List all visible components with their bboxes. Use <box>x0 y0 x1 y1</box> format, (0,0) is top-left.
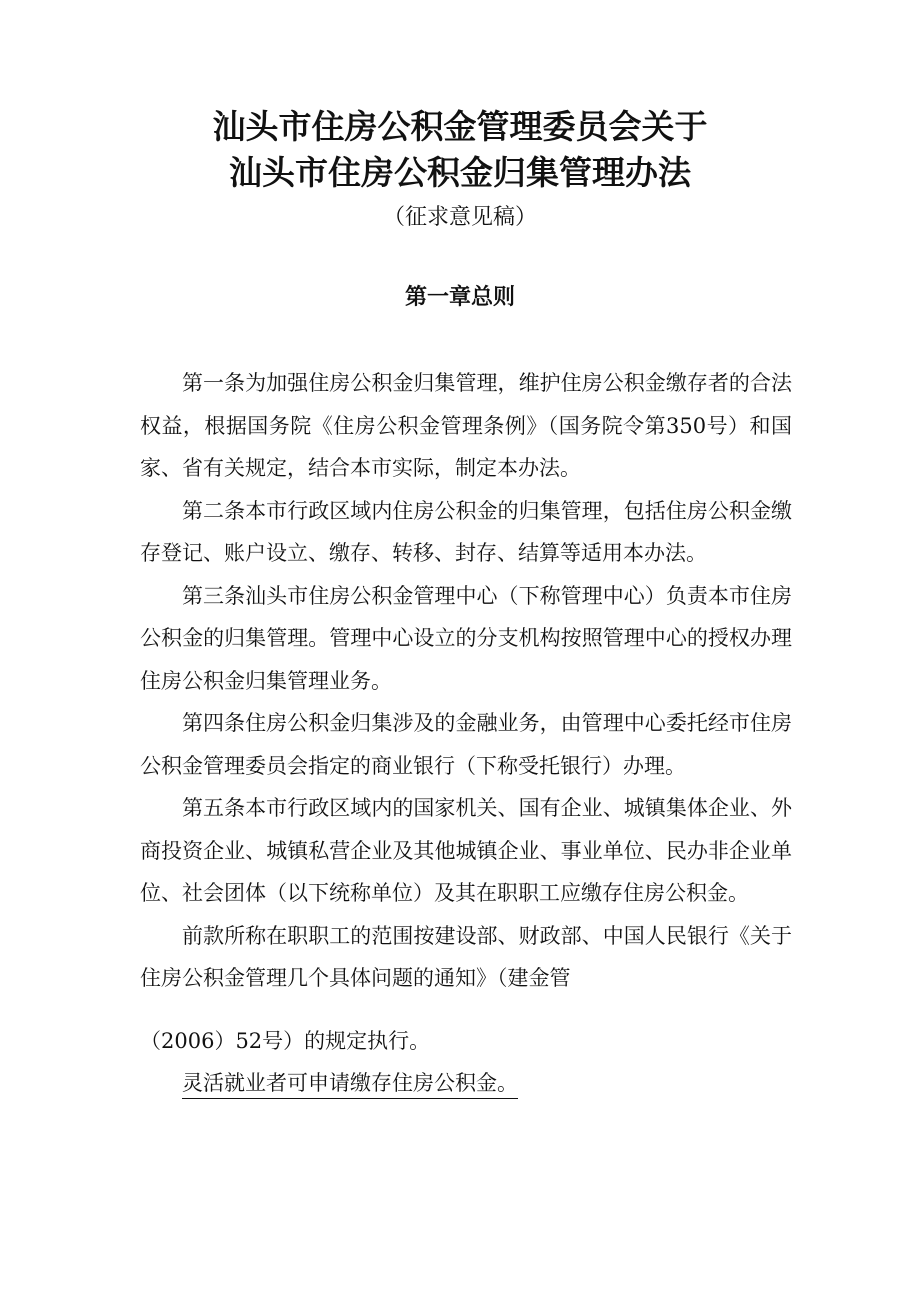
article-1: 第一条为加强住房公积金归集管理，维护住房公积金缴存者的合法权益，根据国务院《住房公积金管理条例》（国务院令第350号）和国家、省有关规定，结合本市实际，制定本办法。 <box>140 371 792 480</box>
flexible-workers-paragraph <box>140 1062 792 1105</box>
article-5-paragraph-2-continued: （2006）52号）的规定执行。 <box>140 1028 431 1053</box>
article-2: 第二条本市行政区域内住房公积金的归集管理，包括住房公积金缴存登记、账户设立、缴存、转移、封存、结算等适用本办法。 <box>140 498 792 565</box>
underlined-text: 灵活就业者可申请缴存住房公积金。 <box>182 1071 518 1099</box>
document-title-line-1: 汕头市住房公积金管理委员会关于 <box>212 107 708 146</box>
article-5-paragraph-2: 前款所称在职职工的范围按建设部、财政部、中国人民银行《关于住房公积金管理几个具体问题的通知》（建金管 <box>140 923 792 990</box>
document-title-line-2: 汕头市住房公积金归集管理办法 <box>229 153 691 192</box>
article-3: 第三条汕头市住房公积金管理中心（下称管理中心）负责本市住房公积金的归集管理。管理中心设立的分支机构按照管理中心的授权办理住房公积金归集管理业务。 <box>140 583 792 693</box>
article-4: 第四条住房公积金归集涉及的金融业务，由管理中心委托经市住房公积金管理委员会指定的商业银行（下称受托银行）办理。 <box>140 711 792 778</box>
article-5: 第五条本市行政区域内的国家机关、国有企业、城镇集体企业、外商投资企业、城镇私营企业及其他城镇企业、事业单位、民办非企业单位、社会团体（以下统称单位）及其在职职工应缴存住房公积金。 <box>140 796 792 905</box>
page-break-gap <box>140 1000 792 1020</box>
document-body <box>140 362 792 1105</box>
chapter-heading: 第一章总则 <box>404 285 515 310</box>
document-subtitle: （征求意见稿） <box>382 205 537 230</box>
